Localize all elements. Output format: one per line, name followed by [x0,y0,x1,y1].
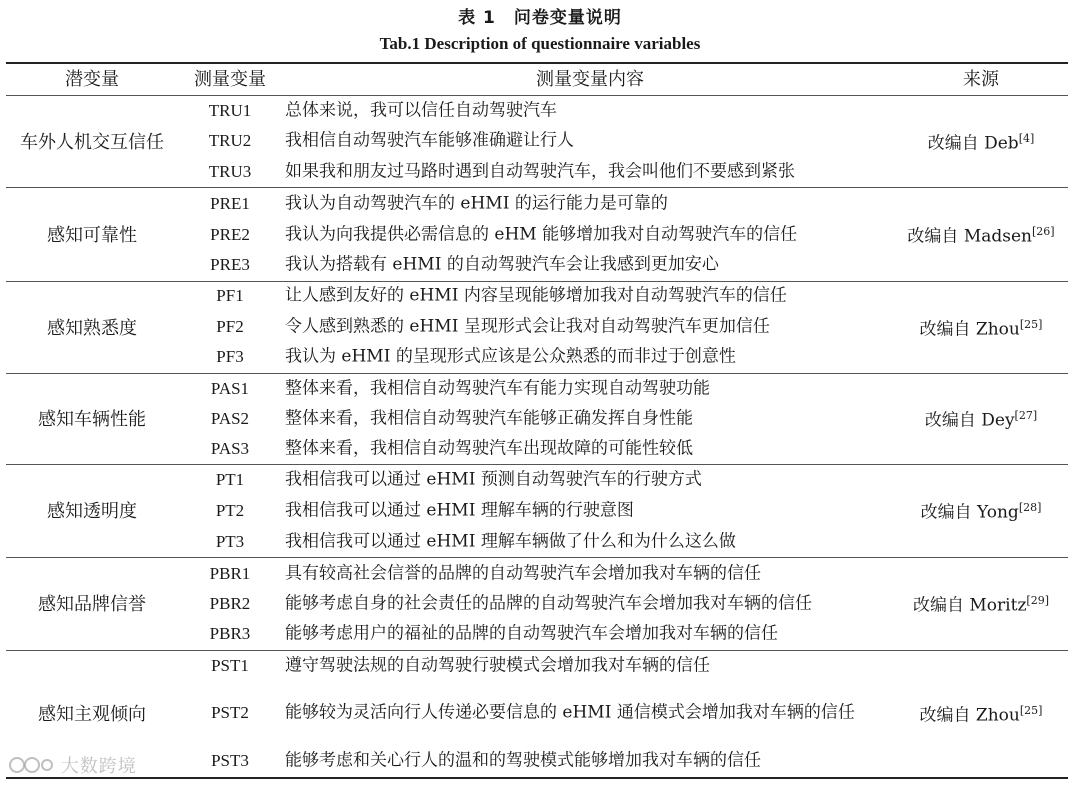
group-rule [6,187,1068,188]
watermark-text: 大数跨境 [60,756,137,777]
item-code: TRU3 [208,162,252,181]
latent-variable: 感知熟悉度 [47,318,137,339]
item-code: PRE3 [210,255,250,274]
item-text: 整体来看，我相信自动驾驶汽车有能力实现自动驾驶功能 [285,378,710,399]
table-caption-cn: 表 1 问卷变量说明 [458,8,622,28]
item-code: PAS2 [210,409,250,428]
latent-variable: 感知透明度 [47,501,137,522]
item-text: 我相信我可以通过 eHMI 理解车辆的行驶意图 [285,500,634,521]
citation-ref: [29] [1026,593,1049,607]
item-code: PRE2 [210,225,250,244]
latent-variable: 车外人机交互信任 [20,132,164,153]
item-text: 令人感到熟悉的 eHMI 呈现形式会让我对自动驾驶汽车更加信任 [285,316,770,337]
citation-ref: [4] [1018,131,1035,145]
source-cell [895,591,1067,616]
item-text: 具有较高社会信誉的品牌的自动驾驶汽车会增加我对车辆的信任 [285,563,761,584]
table-caption-en: Tab.1 Description of questionnaire variables [379,34,701,53]
item-text: 如果我和朋友过马路时遇到自动驾驶汽车，我会叫他们不要感到紧张 [285,161,795,182]
item-code: PST2 [211,703,249,722]
source-text: 改编自 Zhou [919,705,1020,726]
item-text: 能够考虑用户的福祉的品牌的自动驾驶汽车会增加我对车辆的信任 [285,623,778,644]
item-text: 总体来说，我可以信任自动驾驶汽车 [285,100,557,121]
item-code: PAS3 [210,439,250,458]
source-cell [895,701,1067,726]
source-cell [895,315,1067,340]
citation-ref: [26] [1031,224,1055,238]
header-source: 来源 [963,69,999,89]
item-text: 整体来看，我相信自动驾驶汽车出现故障的可能性较低 [285,438,693,459]
source-cell [895,406,1067,431]
bottom-rule [6,777,1068,779]
item-code: PRE1 [210,194,250,213]
latent-variable: 感知品牌信誉 [38,594,146,615]
source-cell [895,498,1067,523]
watermark [8,752,137,781]
item-code: PF1 [216,286,244,305]
source-text: 改编自 Dey [924,410,1015,431]
latent-variable: 感知车辆性能 [38,409,146,430]
group-rule [6,557,1068,558]
source-text: 改编自 Yong [920,502,1019,523]
item-code: PT2 [215,501,245,520]
item-code: PF3 [216,347,244,366]
item-code: PF2 [216,317,244,336]
header-code: 测量变量 [194,69,266,89]
item-text: 让人感到友好的 eHMI 内容呈现能够增加我对自动驾驶汽车的信任 [285,285,787,306]
source-text: 改编自 Moritz [913,595,1027,616]
source-cell [895,222,1067,247]
item-text: 我认为 eHMI 的呈现形式应该是公众熟悉的而非过于创意性 [285,346,736,367]
item-text: 能够考虑自身的社会责任的品牌的自动驾驶汽车会增加我对车辆的信任 [285,593,812,614]
item-code: PST1 [211,656,249,675]
item-code: PBR1 [209,564,251,583]
item-text: 我相信我可以通过 eHMI 预测自动驾驶汽车的行驶方式 [285,469,702,490]
item-code: PT3 [215,532,245,551]
header-content: 测量变量内容 [536,69,644,89]
item-text: 整体来看，我相信自动驾驶汽车能够正确发挥自身性能 [285,408,693,429]
citation-ref: [25] [1019,317,1043,331]
citation-ref: [28] [1018,500,1042,514]
item-code: TRU1 [208,101,252,120]
item-code: TRU2 [208,131,252,150]
source-text: 改编自 Zhou [919,319,1020,340]
latent-variable: 感知主观倾向 [38,704,146,725]
latent-variable: 感知可靠性 [47,225,137,246]
item-text: 我认为向我提供必需信息的 eHM 能够增加我对自动驾驶汽车的信任 [285,224,798,245]
item-code: PBR2 [209,594,251,613]
watermark-logo-icon [8,754,54,781]
item-code: PST3 [211,751,249,770]
item-code: PBR3 [209,624,251,643]
item-text: 我认为搭载有 eHMI 的自动驾驶汽车会让我感到更加安心 [285,254,719,275]
item-text: 能够较为灵活向行人传递必要信息的 eHMI 通信模式会增加我对车辆的信任 [285,702,855,723]
item-text: 遵守驾驶法规的自动驾驶行驶模式会增加我对车辆的信任 [285,655,710,676]
item-text: 我相信自动驾驶汽车能够准确避让行人 [285,130,574,151]
citation-ref: [25] [1019,703,1043,717]
source-text: 改编自 Deb [927,133,1019,154]
source-cell [895,129,1067,154]
item-text: 能够考虑和关心行人的温和的驾驶模式能够增加我对车辆的信任 [285,750,761,771]
item-code: PAS1 [210,379,250,398]
item-code: PT1 [215,470,245,489]
item-text: 我认为自动驾驶汽车的 eHMI 的运行能力是可靠的 [285,193,668,214]
source-text: 改编自 Madsen [907,226,1032,247]
header-latent: 潜变量 [65,69,119,89]
citation-ref: [27] [1014,408,1038,422]
item-text: 我相信我可以通过 eHMI 理解车辆做了什么和为什么这么做 [285,531,736,552]
